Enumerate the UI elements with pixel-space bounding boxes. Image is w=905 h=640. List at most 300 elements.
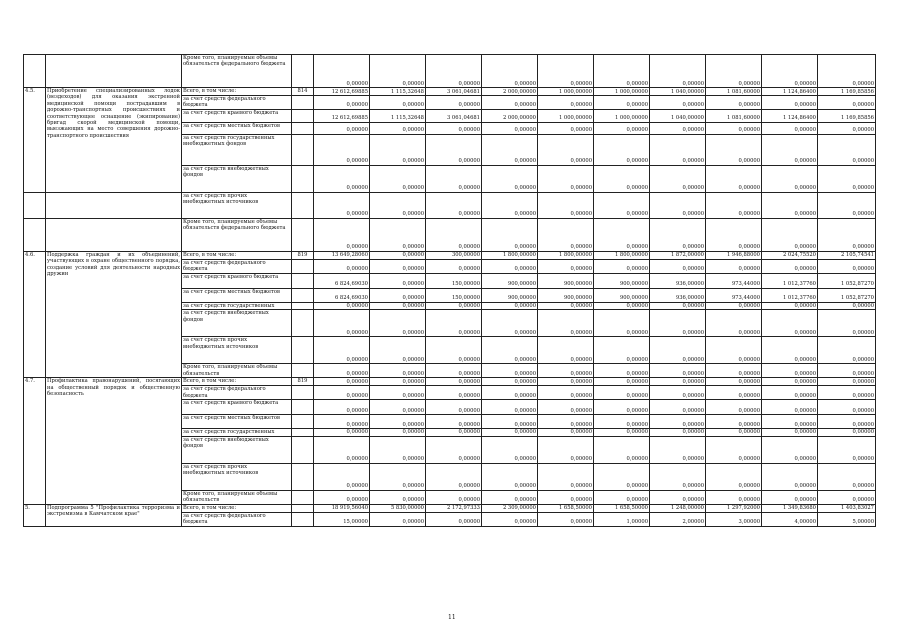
amount-cell: 0,00000 [370, 400, 426, 415]
amount-cell: 0,00000 [650, 302, 706, 309]
amount-cell: 0,00000 [538, 512, 594, 526]
amount-cell: 0,00000 [762, 55, 818, 88]
amount-cell: 0,00000 [818, 55, 876, 88]
amount-cell: 0,00000 [650, 364, 706, 378]
amount-cell: 0,00000 [650, 55, 706, 88]
budget-code [292, 218, 314, 251]
amount-cell: 0,00000 [650, 165, 706, 192]
budget-code [292, 310, 314, 337]
amount-cell: 900,00000 [594, 288, 650, 302]
amount-cell: 0,00000 [818, 165, 876, 192]
amount-cell: 0,00000 [706, 134, 762, 165]
amount-cell: 0,00000 [370, 122, 426, 134]
row-index [24, 192, 46, 218]
amount-cell: 0,00000 [426, 96, 482, 110]
amount-cell: 0,00000 [706, 96, 762, 110]
amount-cell: 0,00000 [762, 378, 818, 386]
amount-cell: 0,00000 [762, 96, 818, 110]
amount-cell: 0,00000 [370, 364, 426, 378]
amount-cell: 0,00000 [482, 378, 538, 386]
amount-cell: 0,00000 [706, 378, 762, 386]
funding-source: Всего, в том числе: [182, 378, 292, 386]
amount-cell: 1 081,60000 [706, 109, 762, 122]
amount-cell: 0,00000 [594, 122, 650, 134]
amount-cell: 0,00000 [538, 134, 594, 165]
amount-cell: 0,00000 [538, 436, 594, 463]
funding-source: Кроме того, планируемые объемы обязательств [182, 490, 292, 504]
amount-cell: 973,44000 [706, 288, 762, 302]
amount-cell: 150,00000 [426, 273, 482, 288]
amount-cell: 0,00000 [818, 192, 876, 218]
amount-cell: 0,00000 [314, 436, 370, 463]
funding-source: Всего, в том числе: [182, 88, 292, 96]
amount-cell: 936,00000 [650, 273, 706, 288]
amount-cell: 900,00000 [538, 288, 594, 302]
amount-cell: 936,00000 [650, 288, 706, 302]
amount-cell: 0,00000 [426, 429, 482, 436]
amount-cell: 15,00000 [314, 512, 370, 526]
budget-code [292, 337, 314, 364]
row-description: Профилактика правонарушений, посягающих на общественный порядок и общественную безопасность [46, 378, 182, 504]
amount-cell: 0,00000 [818, 436, 876, 463]
amount-cell: 6 824,69030 [314, 288, 370, 302]
budget-code [292, 400, 314, 415]
amount-cell: 0,00000 [706, 302, 762, 309]
amount-cell: 0,00000 [538, 415, 594, 429]
amount-cell: 0,00000 [762, 400, 818, 415]
amount-cell: 1 946,88000 [706, 251, 762, 259]
amount-cell: 1 040,00000 [650, 109, 706, 122]
funding-source: за счет средств краевого бюджета [182, 109, 292, 122]
amount-cell: 900,00000 [594, 273, 650, 288]
row-index [24, 218, 46, 251]
amount-cell: 0,00000 [370, 192, 426, 218]
amount-cell: 1 658,50000 [538, 504, 594, 512]
amount-cell: 0,00000 [538, 165, 594, 192]
amount-cell: 0,00000 [650, 259, 706, 273]
budget-code [292, 134, 314, 165]
amount-cell: 0,00000 [594, 436, 650, 463]
amount-cell: 0,00000 [706, 364, 762, 378]
amount-cell: 0,00000 [482, 337, 538, 364]
amount-cell: 0,00000 [538, 378, 594, 386]
amount-cell: 0,00000 [538, 192, 594, 218]
amount-cell: 0,00000 [370, 134, 426, 165]
amount-cell: 0,00000 [706, 429, 762, 436]
amount-cell: 0,00000 [314, 400, 370, 415]
amount-cell: 1 012,37760 [762, 273, 818, 288]
table-row [24, 192, 876, 218]
row-index: 4.6. [24, 251, 46, 377]
amount-cell: 1 115,32648 [370, 109, 426, 122]
amount-cell: 0,00000 [482, 364, 538, 378]
amount-cell: 0,00000 [482, 415, 538, 429]
amount-cell: 0,00000 [594, 429, 650, 436]
row-index: 4.7. [24, 378, 46, 504]
amount-cell: 0,00000 [426, 490, 482, 504]
funding-source: за счет средств внебюджетных фондов [182, 310, 292, 337]
amount-cell: 0,00000 [818, 134, 876, 165]
amount-cell: 1 012,37760 [762, 288, 818, 302]
amount-cell: 0,00000 [594, 165, 650, 192]
budget-code [292, 490, 314, 504]
budget-code [292, 288, 314, 302]
amount-cell: 18 919,56040 [314, 504, 370, 512]
budget-code: 819 [292, 378, 314, 386]
amount-cell: 0,00000 [650, 192, 706, 218]
amount-cell: 2 105,74541 [818, 251, 876, 259]
amount-cell: 0,00000 [650, 436, 706, 463]
funding-source: Кроме того, планируемые объемы обязательств [182, 364, 292, 378]
amount-cell: 0,00000 [706, 218, 762, 251]
amount-cell: 5,00000 [818, 512, 876, 526]
amount-cell: 0,00000 [594, 134, 650, 165]
funding-source: за счет средств федерального бюджета [182, 386, 292, 400]
amount-cell: 0,00000 [650, 337, 706, 364]
amount-cell: 0,00000 [370, 463, 426, 490]
amount-cell: 0,00000 [650, 490, 706, 504]
amount-cell: 0,00000 [594, 386, 650, 400]
row-description [46, 218, 182, 251]
funding-source: за счет средств прочих внебюджетных источников [182, 337, 292, 364]
amount-cell: 0,00000 [706, 310, 762, 337]
amount-cell: 0,00000 [370, 302, 426, 309]
amount-cell: 0,00000 [762, 259, 818, 273]
amount-cell: 0,00000 [706, 55, 762, 88]
funding-source: Кроме того, планируемые объемы обязательств федерального бюджета [182, 218, 292, 251]
funding-source: за счет средств краевого бюджета [182, 400, 292, 415]
amount-cell: 0,00000 [482, 192, 538, 218]
budget-code [292, 122, 314, 134]
budget-code [292, 436, 314, 463]
amount-cell: 1 658,50000 [594, 504, 650, 512]
funding-source: за счет средств федерального бюджета [182, 259, 292, 273]
amount-cell: 1 000,00000 [538, 109, 594, 122]
amount-cell: 0,00000 [314, 55, 370, 88]
amount-cell: 0,00000 [426, 463, 482, 490]
budget-code [292, 429, 314, 436]
amount-cell: 0,00000 [426, 378, 482, 386]
amount-cell: 0,00000 [482, 302, 538, 309]
row-index [24, 55, 46, 88]
budget-code [292, 96, 314, 110]
amount-cell: 0,00000 [538, 490, 594, 504]
budget-code [292, 192, 314, 218]
row-description: Подпрограмма 5 "Профилактика терроризма и экстремизма в Камчатском крае" [46, 504, 182, 526]
amount-cell: 1 052,87270 [818, 273, 876, 288]
funding-source: за счет средств местных бюджетов [182, 122, 292, 134]
amount-cell: 1 248,00000 [650, 504, 706, 512]
budget-code [292, 512, 314, 526]
amount-cell: 0,00000 [706, 415, 762, 429]
amount-cell: 0,00000 [818, 429, 876, 436]
amount-cell: 0,00000 [762, 386, 818, 400]
amount-cell: 0,00000 [314, 134, 370, 165]
budget-code [292, 273, 314, 288]
row-index: 4.5. [24, 88, 46, 193]
amount-cell: 0,00000 [818, 386, 876, 400]
amount-cell: 0,00000 [370, 218, 426, 251]
amount-cell: 0,00000 [370, 259, 426, 273]
amount-cell: 2 024,75520 [762, 251, 818, 259]
amount-cell: 0,00000 [706, 259, 762, 273]
amount-cell: 0,00000 [594, 302, 650, 309]
amount-cell: 0,00000 [426, 134, 482, 165]
amount-cell: 0,00000 [538, 122, 594, 134]
amount-cell: 0,00000 [426, 436, 482, 463]
amount-cell: 0,00000 [538, 429, 594, 436]
amount-cell: 0,00000 [370, 273, 426, 288]
budget-code [292, 302, 314, 309]
amount-cell: 0,00000 [426, 165, 482, 192]
funding-source: Всего, в том числе: [182, 504, 292, 512]
budget-code [292, 504, 314, 512]
row-description: Поддержка граждан и их объединений, участвующих в охране общественного порядка, создание условий для деятельности народных дружин [46, 251, 182, 377]
amount-cell: 12 612,69885 [314, 88, 370, 96]
funding-source: за счет средств государственных внебюджетных фондов [182, 134, 292, 165]
row-description: Приобретение специализированных лодок (вездеходов) для оказания экстренной медицинской помощи пострадавшим в дорожно-транспортных происшествиях и соответствующее оснащение (экипирование) бригад скорой медицинской помощи, выезжающих на место совершения дорожно-транспортного происшествия [46, 88, 182, 193]
budget-code [292, 415, 314, 429]
amount-cell: 0,00000 [706, 337, 762, 364]
amount-cell: 0,00000 [538, 218, 594, 251]
amount-cell: 0,00000 [706, 490, 762, 504]
row-description [46, 55, 182, 88]
amount-cell: 3,00000 [706, 512, 762, 526]
amount-cell: 1 124,86400 [762, 109, 818, 122]
funding-source: за счет средств прочих внебюджетных источников [182, 192, 292, 218]
amount-cell: 0,00000 [482, 259, 538, 273]
amount-cell: 1 169,85856 [818, 88, 876, 96]
amount-cell: 0,00000 [594, 337, 650, 364]
amount-cell: 0,00000 [538, 259, 594, 273]
amount-cell: 0,00000 [314, 310, 370, 337]
amount-cell: 1 297,92000 [706, 504, 762, 512]
amount-cell: 0,00000 [594, 259, 650, 273]
amount-cell: 2 172,97333 [426, 504, 482, 512]
amount-cell: 0,00000 [482, 429, 538, 436]
amount-cell: 0,00000 [370, 415, 426, 429]
amount-cell: 0,00000 [538, 463, 594, 490]
amount-cell: 300,00000 [426, 251, 482, 259]
amount-cell: 0,00000 [538, 302, 594, 309]
amount-cell: 0,00000 [370, 165, 426, 192]
amount-cell: 1 800,00000 [482, 251, 538, 259]
amount-cell: 2 000,00000 [482, 88, 538, 96]
budget-code [292, 259, 314, 273]
amount-cell: 900,00000 [482, 273, 538, 288]
amount-cell: 0,00000 [482, 436, 538, 463]
amount-cell: 0,00000 [650, 378, 706, 386]
amount-cell: 0,00000 [762, 463, 818, 490]
amount-cell: 1 124,86400 [762, 88, 818, 96]
amount-cell: 1 349,83680 [762, 504, 818, 512]
amount-cell: 0,00000 [762, 364, 818, 378]
amount-cell: 0,00000 [370, 386, 426, 400]
amount-cell: 2 309,00000 [482, 504, 538, 512]
amount-cell: 0,00000 [650, 386, 706, 400]
amount-cell: 0,00000 [482, 463, 538, 490]
amount-cell: 0,00000 [818, 302, 876, 309]
amount-cell: 0,00000 [370, 288, 426, 302]
budget-code [292, 109, 314, 122]
amount-cell: 1 403,83027 [818, 504, 876, 512]
amount-cell: 0,00000 [482, 386, 538, 400]
amount-cell: 0,00000 [538, 310, 594, 337]
amount-cell: 0,00000 [482, 165, 538, 192]
amount-cell: 0,00000 [426, 55, 482, 88]
budget-code: 814 [292, 88, 314, 96]
amount-cell: 0,00000 [762, 302, 818, 309]
amount-cell: 0,00000 [314, 386, 370, 400]
amount-cell: 0,00000 [482, 122, 538, 134]
amount-cell: 0,00000 [426, 512, 482, 526]
funding-source: Кроме того, планируемые объемы обязательств федерального бюджета [182, 55, 292, 88]
amount-cell: 0,00000 [706, 400, 762, 415]
amount-cell: 0,00000 [762, 436, 818, 463]
funding-source: за счет средств внебюджетных фондов [182, 436, 292, 463]
amount-cell: 0,00000 [762, 218, 818, 251]
amount-cell: 0,00000 [706, 436, 762, 463]
amount-cell: 0,00000 [594, 415, 650, 429]
amount-cell: 0,00000 [762, 429, 818, 436]
amount-cell: 0,00000 [762, 337, 818, 364]
amount-cell: 0,00000 [818, 218, 876, 251]
amount-cell: 1 052,87270 [818, 288, 876, 302]
table-row [24, 378, 876, 386]
amount-cell: 4,00000 [762, 512, 818, 526]
amount-cell: 0,00000 [594, 55, 650, 88]
amount-cell: 0,00000 [426, 400, 482, 415]
amount-cell: 1 040,00000 [650, 88, 706, 96]
funding-source: за счет средств внебюджетных фондов [182, 165, 292, 192]
amount-cell: 5 830,00000 [370, 504, 426, 512]
amount-cell: 0,00000 [594, 310, 650, 337]
funding-source: за счет средств федерального бюджета [182, 96, 292, 110]
amount-cell: 0,00000 [482, 512, 538, 526]
amount-cell: 0,00000 [482, 310, 538, 337]
amount-cell: 1 169,85856 [818, 109, 876, 122]
amount-cell: 0,00000 [370, 337, 426, 364]
amount-cell: 1 000,00000 [594, 109, 650, 122]
amount-cell: 0,00000 [370, 378, 426, 386]
amount-cell: 0,00000 [426, 337, 482, 364]
amount-cell: 0,00000 [538, 386, 594, 400]
amount-cell: 3 061,04681 [426, 109, 482, 122]
table-row [24, 504, 876, 512]
amount-cell: 0,00000 [818, 490, 876, 504]
amount-cell: 0,00000 [706, 165, 762, 192]
amount-cell: 0,00000 [762, 310, 818, 337]
amount-cell: 0,00000 [370, 251, 426, 259]
table-row [24, 88, 876, 96]
amount-cell: 0,00000 [314, 337, 370, 364]
amount-cell: 0,00000 [314, 96, 370, 110]
funding-source: за счет средств государственных [182, 429, 292, 436]
amount-cell: 13 649,28060 [314, 251, 370, 259]
amount-cell: 0,00000 [370, 96, 426, 110]
amount-cell: 0,00000 [314, 259, 370, 273]
amount-cell: 973,44000 [706, 273, 762, 288]
amount-cell: 0,00000 [594, 192, 650, 218]
amount-cell: 0,00000 [482, 96, 538, 110]
amount-cell: 0,00000 [314, 165, 370, 192]
table-body [24, 55, 876, 527]
budget-code [292, 165, 314, 192]
table-row [24, 251, 876, 259]
table-row [24, 218, 876, 251]
amount-cell: 0,00000 [706, 192, 762, 218]
amount-cell: 1 800,00000 [538, 251, 594, 259]
amount-cell: 0,00000 [594, 378, 650, 386]
amount-cell: 0,00000 [482, 134, 538, 165]
amount-cell: 0,00000 [650, 463, 706, 490]
amount-cell: 0,00000 [426, 218, 482, 251]
amount-cell: 0,00000 [426, 386, 482, 400]
amount-cell: 1 000,00000 [594, 88, 650, 96]
amount-cell: 0,00000 [482, 55, 538, 88]
amount-cell: 0,00000 [594, 218, 650, 251]
amount-cell: 0,00000 [314, 302, 370, 309]
amount-cell: 0,00000 [594, 364, 650, 378]
amount-cell: 0,00000 [762, 165, 818, 192]
amount-cell: 0,00000 [594, 96, 650, 110]
amount-cell: 0,00000 [538, 364, 594, 378]
amount-cell: 0,00000 [538, 55, 594, 88]
funding-source: за счет средств местных бюджетов [182, 288, 292, 302]
amount-cell: 0,00000 [314, 192, 370, 218]
funding-source: Всего, в том числе: [182, 251, 292, 259]
amount-cell: 0,00000 [818, 415, 876, 429]
amount-cell: 900,00000 [538, 273, 594, 288]
amount-cell: 0,00000 [650, 122, 706, 134]
amount-cell: 0,00000 [594, 463, 650, 490]
amount-cell: 2 000,00000 [482, 109, 538, 122]
budget-code [292, 55, 314, 88]
amount-cell: 0,00000 [650, 310, 706, 337]
amount-cell: 0,00000 [482, 490, 538, 504]
row-index: 5. [24, 504, 46, 526]
amount-cell: 0,00000 [650, 134, 706, 165]
amount-cell: 0,00000 [314, 378, 370, 386]
amount-cell: 900,00000 [482, 288, 538, 302]
funding-source: за счет средств прочих внебюджетных источников [182, 463, 292, 490]
page-number: 11 [448, 614, 456, 621]
amount-cell: 0,00000 [818, 378, 876, 386]
amount-cell: 0,00000 [482, 218, 538, 251]
amount-cell: 0,00000 [426, 364, 482, 378]
amount-cell: 0,00000 [370, 429, 426, 436]
amount-cell: 1 000,00000 [538, 88, 594, 96]
amount-cell: 0,00000 [314, 415, 370, 429]
funding-source: за счет средств краевого бюджета [182, 273, 292, 288]
table-row [24, 55, 876, 88]
amount-cell: 0,00000 [650, 218, 706, 251]
amount-cell: 0,00000 [426, 310, 482, 337]
amount-cell: 1,00000 [594, 512, 650, 526]
budget-table [23, 54, 876, 527]
amount-cell: 0,00000 [762, 122, 818, 134]
amount-cell: 0,00000 [818, 463, 876, 490]
amount-cell: 0,00000 [426, 259, 482, 273]
budget-code [292, 463, 314, 490]
amount-cell: 150,00000 [426, 288, 482, 302]
amount-cell: 0,00000 [482, 400, 538, 415]
amount-cell: 1 115,32648 [370, 88, 426, 96]
amount-cell: 0,00000 [762, 490, 818, 504]
funding-source: за счет средств местных бюджетов [182, 415, 292, 429]
budget-code [292, 364, 314, 378]
amount-cell: 0,00000 [818, 122, 876, 134]
